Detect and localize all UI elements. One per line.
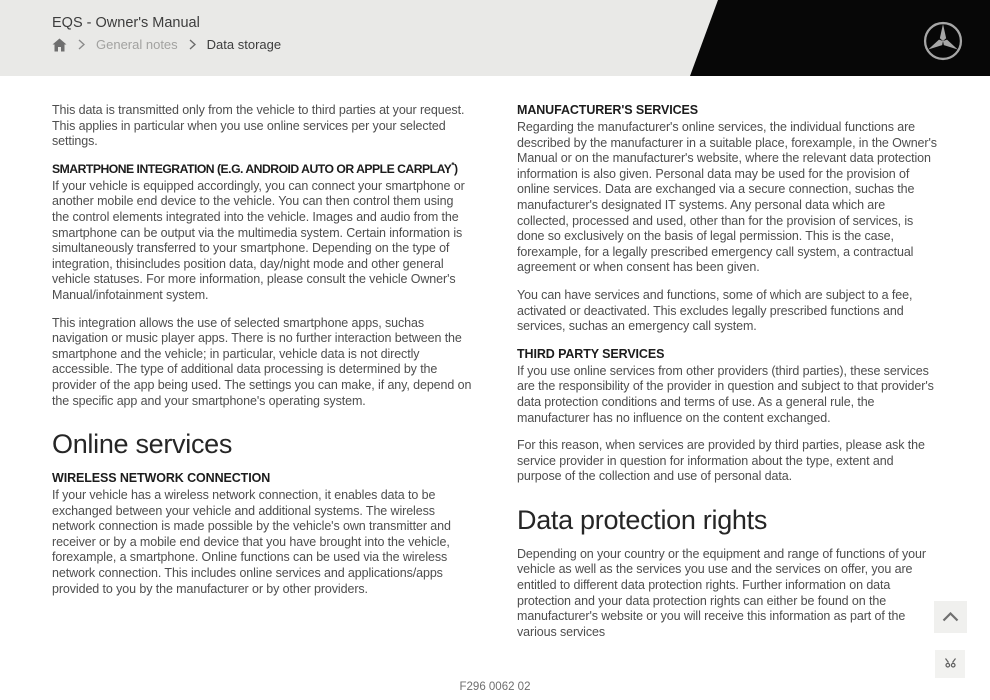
- document-code: F296 0062 02: [459, 681, 531, 693]
- heading-manufacturers-services: MANUFACTURER'S SERVICES: [517, 103, 699, 117]
- paragraph-manufacturer-2: You can have services and functions, some of which are subject to a fee, activated or deactivated. This excludes legally prescribed functions and services, suchas an emergency call system.: [517, 287, 913, 334]
- page-title: EQS - Owner's Manual: [52, 15, 200, 31]
- paragraph-thirdparty-2: For this reason, when services are provided by third parties, please ask the service provider in question for information about the type, extent and purpose of the collection and use of personal data.: [517, 438, 925, 484]
- left-column: [52, 103, 473, 652]
- chevron-right-icon: [78, 39, 85, 50]
- home-icon[interactable]: [52, 38, 67, 52]
- heading-smartphone-close: ): [454, 161, 458, 176]
- chevron-up-icon: [942, 610, 959, 625]
- gesture-icon: [943, 657, 958, 672]
- heading-third-party-services: THIRD PARTY SERVICES: [517, 346, 665, 361]
- paragraph-data-transmitted: This data is transmitted only from the vehicle to third parties at your request. This applies in particular when you use online services per your selected settings.: [52, 103, 465, 149]
- breadcrumb-item-general-notes[interactable]: General notes: [96, 37, 178, 52]
- paragraph-wireless: If your vehicle has a wireless network connection, it enables data to be exchanged between your vehicle and additional systems. The wireless network connection is made possible by the vehicle's own transmitter and receiver or by a mobile end device that you have brought into the vehicle, forexample, a smartphone. Online functions can be used via the wireless network connection. This includes online services and applications/apps provided to you by the manufacturer or by other providers.: [52, 488, 451, 596]
- heading-smartphone-integration: [52, 162, 473, 176]
- heading-smartphone-text: SMARTPHONE INTEGRATION (E.G. ANDROID AUTO OR APPLE CARPLAY: [52, 161, 452, 176]
- paragraph-thirdparty-1: If you use online services from other providers (third parties), these services are the responsibility of the provider in question and subject to that provider's data protection conditions and terms of use. As a general rule, the manufacturer has no influence on the content exchanged.: [517, 363, 934, 425]
- scroll-to-top-button[interactable]: [934, 601, 967, 633]
- header-bar: [0, 0, 990, 76]
- breadcrumb: [52, 37, 281, 52]
- footnote-marker: *: [451, 160, 455, 170]
- paragraph-manufacturer-1: Regarding the manufacturer's online services, the individual functions are described by the manufacturer in a suitable place, forexample, in the Owner's Manual or on the manufacturer's website, where the relevant data protection information is also given. Personal data may be used for the provision of online services. Data are exchanged via a secure connection, suchas the manufacturer's designated IT systems. Any personal data which are collected, processed and used, other than for the provision of services, is done so exclusively on the basis of legal permission. This is the case, forexample, for a legally prescribed emergency call system, a contractual agreement or when consent has been given.: [517, 120, 937, 275]
- breadcrumb-item-current: Data storage: [206, 37, 282, 52]
- heading-wireless-network: WIRELESS NETWORK CONNECTION: [52, 471, 271, 486]
- section-heading-data-protection-rights: Data protection rights: [517, 504, 768, 535]
- mercedes-star-icon[interactable]: [922, 20, 964, 62]
- footer-tool-button[interactable]: [935, 650, 965, 678]
- paragraph-smartphone-1: If your vehicle is equipped accordingly, you can connect your smartphone or another mobile end device to the vehicle. You can then control them using the control elements integrated into the vehicle. Images and audio from the smartphone can be output via the multimedia system. Certain information is simultaneously transferred to your smartphone. Depending on the type of integration, thisincludes position data, day/night mode and other general vehicle statuses. For more information, please consult the vehicle Owner's Manual/infotainment system.: [52, 178, 465, 302]
- chevron-right-icon: [189, 39, 196, 50]
- section-heading-online-services: Online services: [52, 429, 233, 460]
- paragraph-smartphone-2: This integration allows the use of selected smartphone apps, suchas navigation or music player apps. There is no further interaction between the smartphone and the vehicle; in particular, vehicle data is not directly accessible. The type of additional data processing is determined by the provider of the app being used. The settings you can make, if any, depend on the specific app and your smartphone's operating system.: [52, 315, 472, 408]
- manual-page-content: [52, 103, 938, 652]
- paragraph-rights: Depending on your country or the equipment and range of functions of your vehicle as well as the services you use and the services on offer, you are entitled to different data protection rights. Further information on data protection and your data protection rights can either be found on the manufacturer's website or you will receive this information as part of the various services: [517, 546, 926, 639]
- right-column: [517, 103, 938, 652]
